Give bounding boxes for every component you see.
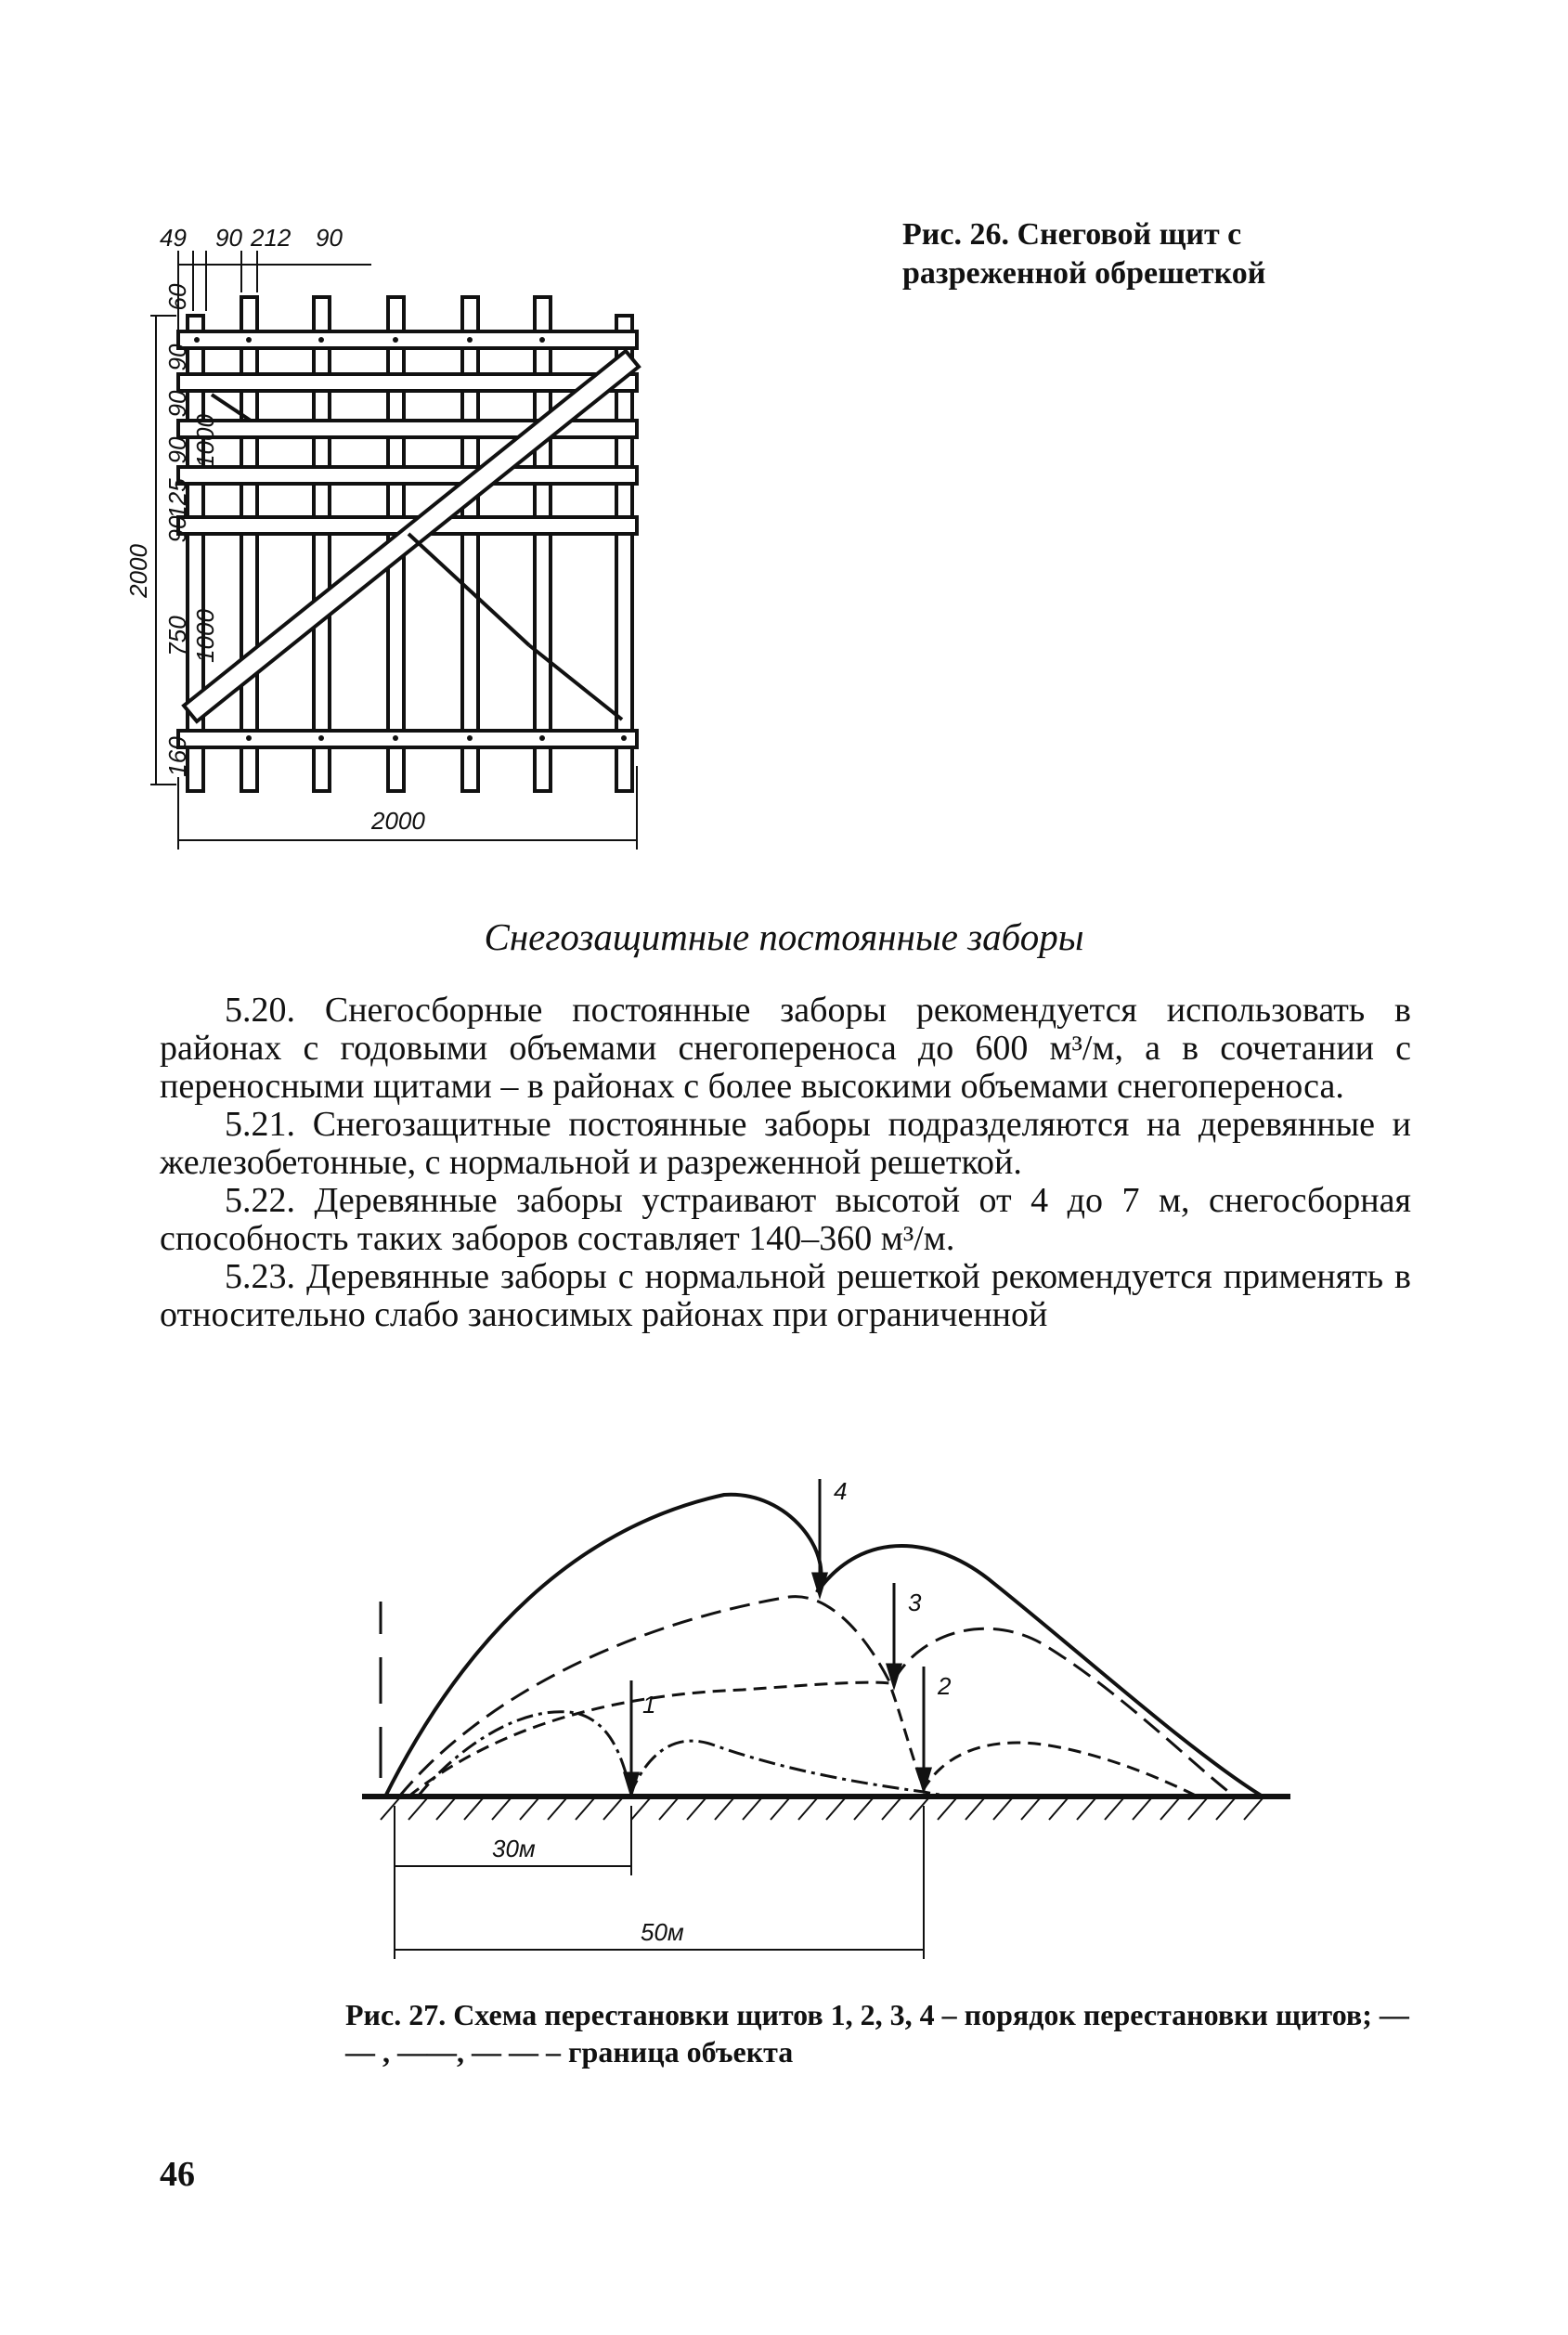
post	[241, 297, 257, 791]
dim-top: 212	[251, 224, 292, 252]
dim-top: 90	[316, 224, 343, 252]
bolt	[194, 337, 200, 343]
dim-left-inner: 750	[163, 616, 191, 656]
drift-stage-2	[408, 1682, 1198, 1797]
dim-top: 49	[160, 224, 187, 252]
brace	[529, 645, 622, 720]
shield-label-3: 3	[908, 1589, 922, 1616]
paragraph: 5.20. Снегосборные постоянные заборы рекомендуется использовать в районах с годовыми объемами снегопереноса до 600 м³/м, а в сочетании с переносными щитами – в районах с более высокими объемами снегопереноса.	[160, 991, 1411, 1106]
paragraph: 5.23. Деревянные заборы с нормальной решеткой рекомендуется применять в относительно слабо заносимых районах при ограниченной	[160, 1257, 1411, 1334]
dim-left-mid: 1000	[191, 414, 219, 468]
bolt	[539, 337, 545, 343]
figure-27-drawing	[343, 1472, 1309, 1946]
shield-label-1: 1	[642, 1691, 656, 1719]
post	[535, 297, 551, 791]
dim-left-inner: 125	[163, 478, 191, 519]
dim-left-inner: 160	[163, 736, 191, 777]
dim-bottom: 2000	[371, 807, 425, 835]
bolt	[467, 735, 473, 741]
bolt	[539, 735, 545, 741]
dim-left-mid: 1000	[191, 609, 219, 663]
post	[314, 297, 330, 791]
dim-left-inner: 90	[163, 344, 191, 371]
dim-left-inner: 90	[163, 436, 191, 464]
section-title: Снегозащитные постоянные заборы	[484, 915, 1084, 958]
dim-top: 90	[215, 224, 242, 252]
bolt	[393, 337, 398, 343]
dim-left-inner: 60	[163, 283, 191, 311]
drift-stage-3	[399, 1597, 1235, 1797]
dim-left-inner: 90	[163, 515, 191, 543]
dim-left-outer: 2000	[124, 544, 152, 598]
bolt	[393, 735, 398, 741]
shield-label-2: 2	[938, 1672, 952, 1700]
page-number: 46	[160, 2155, 195, 2194]
bolt	[318, 337, 324, 343]
body-text	[160, 992, 1411, 1334]
figure-27-caption: Рис. 27. Схема перестановки щитов 1, 2, 3, 4 – порядок перестановки щитов; — — , ——, — — – граница объекта	[345, 1998, 1409, 2069]
bolt	[467, 337, 473, 343]
bolt	[318, 735, 324, 741]
figure-26-drawing	[124, 209, 808, 877]
bolt	[246, 337, 252, 343]
paragraph: 5.21. Снегозащитные постоянные заборы подразделяются на деревянные и железобетонные, с нормальной и разреженной решеткой.	[160, 1105, 1411, 1182]
ground-hatching	[381, 1798, 1263, 1820]
paragraph: 5.22. Деревянные заборы устраивают высотой от 4 до 7 м, снегосборная способность таких заборов составляет 140–360 м³/м.	[160, 1181, 1411, 1258]
final-drift-outline	[385, 1495, 1263, 1797]
board	[178, 467, 637, 484]
drift-stage-1	[418, 1712, 975, 1797]
board	[178, 374, 637, 391]
post	[462, 297, 478, 791]
bolt	[621, 735, 627, 741]
dim-50m: 50м	[641, 1918, 684, 1946]
figure-26-caption: Рис. 26. Снеговой щит с разреженной обрешеткой	[902, 217, 1266, 291]
brace	[408, 534, 529, 645]
dim-30m: 30м	[492, 1835, 536, 1862]
bolt	[246, 735, 252, 741]
shield-label-4: 4	[834, 1477, 848, 1505]
dim-left-inner: 90	[163, 390, 191, 418]
